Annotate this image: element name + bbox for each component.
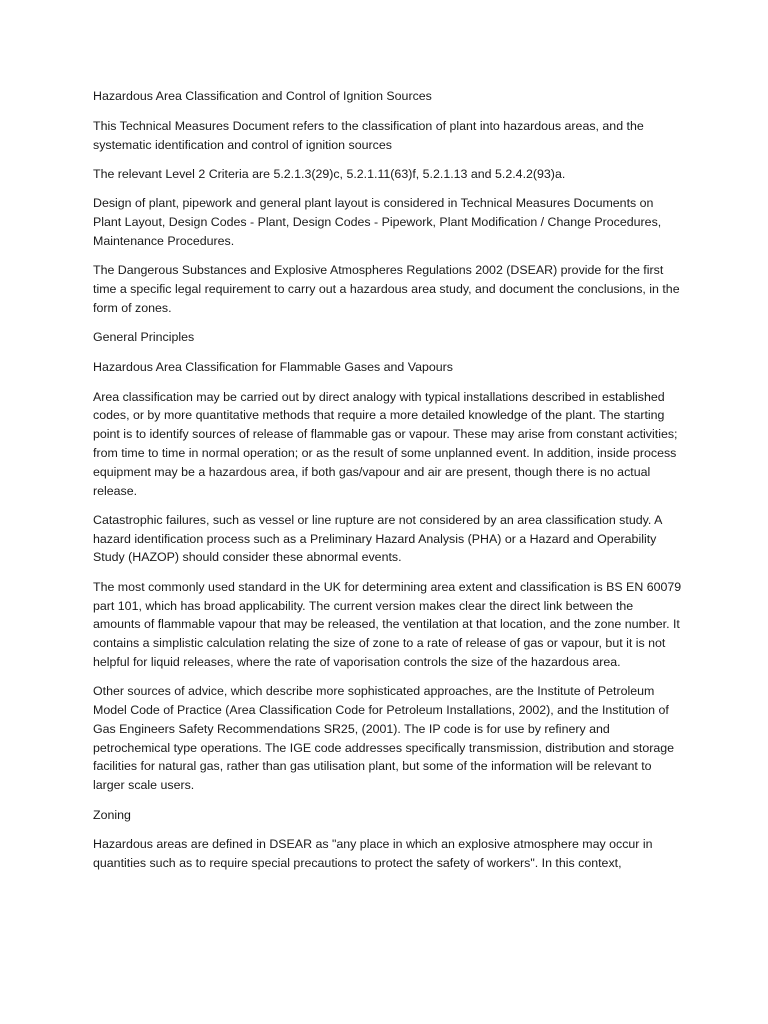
zoning-paragraph: Hazardous areas are defined in DSEAR as "any place in which an explosive atmosphere may occur in quantities such as to require special precautions to protect the safety of workers". In this context, bbox=[93, 837, 653, 871]
criteria-paragraph: The relevant Level 2 Criteria are 5.2.1.3(29)c, 5.2.1.11(63)f, 5.2.1.13 and 5.2.4.2(93)a. bbox=[93, 166, 566, 181]
section-heading-zoning: Zoning bbox=[93, 807, 131, 822]
document-title: Hazardous Area Classification and Control of Ignition Sources bbox=[93, 89, 432, 103]
area-classification-paragraph: Area classification may be carried out by direct analogy with typical installations described in established codes, or by more quantitative methods that require a more detailed knowledge of the plant. The starting point is to identify sources of release of flammable gas or vapour. These may arise from constant activities; from time to time in normal operation; or as the result of some unplanned event. In addition, inside process equipment may be a hazardous area, if both gas/vapour and air are present, though there is no actual release. bbox=[93, 389, 678, 498]
section-heading-general-principles: General Principles bbox=[93, 329, 195, 344]
catastrophic-failures-paragraph: Catastrophic failures, such as vessel or line rupture are not considered by an area classification study. A hazard identification process such as a Preliminary Hazard Analysis (PHA) or a Hazard and Operability Study (HAZOP) should consider these abnormal events. bbox=[93, 512, 662, 565]
design-paragraph: Design of plant, pipework and general plant layout is considered in Technical Measures Documents on Plant Layout, Design Codes - Plant, Design Codes - Pipework, Plant Modification / Change Procedures, Maintenance Procedures. bbox=[93, 196, 662, 248]
subsection-heading-flammable-gases: Hazardous Area Classification for Flammable Gases and Vapours bbox=[93, 359, 453, 374]
standard-paragraph: The most commonly used standard in the UK for determining area extent and classification is BS EN 60079 part 101, which has broad applicability. The current version makes clear the direct link between the amounts of flammable vapour that may be released, the ventilation at that location, and the zone number. It contains a simplistic calculation relating the size of zone to a rate of release of gas or vapour, but it is not helpful for liquid releases, where the rate of vaporisation controls the size of the hazardous area. bbox=[93, 579, 682, 669]
document-page bbox=[93, 87, 683, 883]
other-sources-paragraph: Other sources of advice, which describe more sophisticated approaches, are the Institute of Petroleum Model Code of Practice (Area Classification Code for Petroleum Installations, 2002), and the Institution of Gas Engineers Safety Recommendations SR25, (2001). The IP code is for use by refinery and petrochemical type operations. The IGE code addresses specifically transmission, distribution and storage facilities for natural gas, rather than gas utilisation plant, but some of the information will be relevant to larger scale users. bbox=[93, 684, 675, 793]
intro-paragraph: This Technical Measures Document refers to the classification of plant into hazardous areas, and the systematic identification and control of ignition sources bbox=[93, 118, 644, 152]
dsear-paragraph: The Dangerous Substances and Explosive Atmospheres Regulations 2002 (DSEAR) provide for the first time a specific legal requirement to carry out a hazardous area study, and document the conclusions, in the form of zones. bbox=[93, 263, 680, 315]
